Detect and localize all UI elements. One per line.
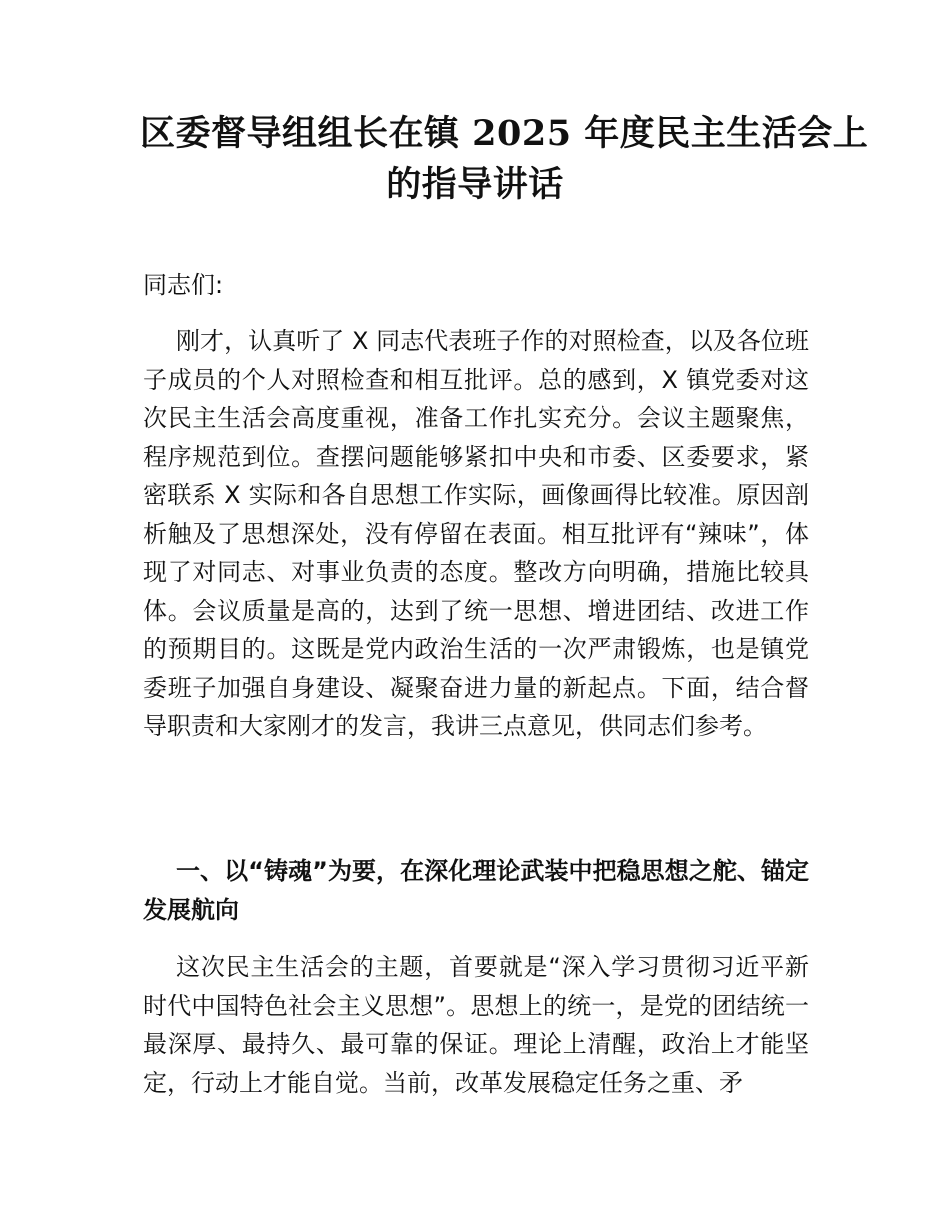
title-line-2: 的指导讲话 [386, 164, 564, 205]
salutation: 同志们: [143, 271, 224, 299]
title-line-1: 区委督导组组长在镇 2025 年度民主生活会上 [140, 113, 869, 154]
paragraph-1: 刚才，认真听了 X 同志代表班子作的对照检查，以及各位班子成员的个人对照检查和相互批评。总的感到，X 镇党委对这次民主生活会高度重视，准备工作扎实充分。会议主题聚焦，程序规范到位。查摆问题能够紧扣中央和市委、区委要求，紧密联系 X 实际和各自思想工作实际，画像画得比较准。原因剖析触及了思想深处，没有停留在表面。相互批评有“辣味”，体现了对同志、对事业负责的态度。整改方向明确，措施比较具体。会议质量是高的，达到了统一思想、增进团结、改进工作的预期目的。这既是党内政治生活的一次严肃锻炼，也是镇党委班子加强自身建设、凝聚奋进力量的新起点。下面，结合督导职责和大家刚才的发言，我讲三点意见，供同志们参考。 [143, 327, 809, 740]
document-title [140, 108, 869, 210]
paragraph-2: 这次民主生活会的主题，首要就是“深入学习贯彻习近平新时代中国特色社会主义思想”。思想上的统一，是党的团结统一最深厚、最持久、最可靠的保证。理论上清醒，政治上才能坚定，行动上才能自觉。当前，改革发展稳定任务之重、矛 [143, 953, 809, 1097]
section-heading-1: 一、以“铸魂”为要，在深化理论武装中把稳思想之舵、锚定发展航向 [143, 857, 809, 924]
